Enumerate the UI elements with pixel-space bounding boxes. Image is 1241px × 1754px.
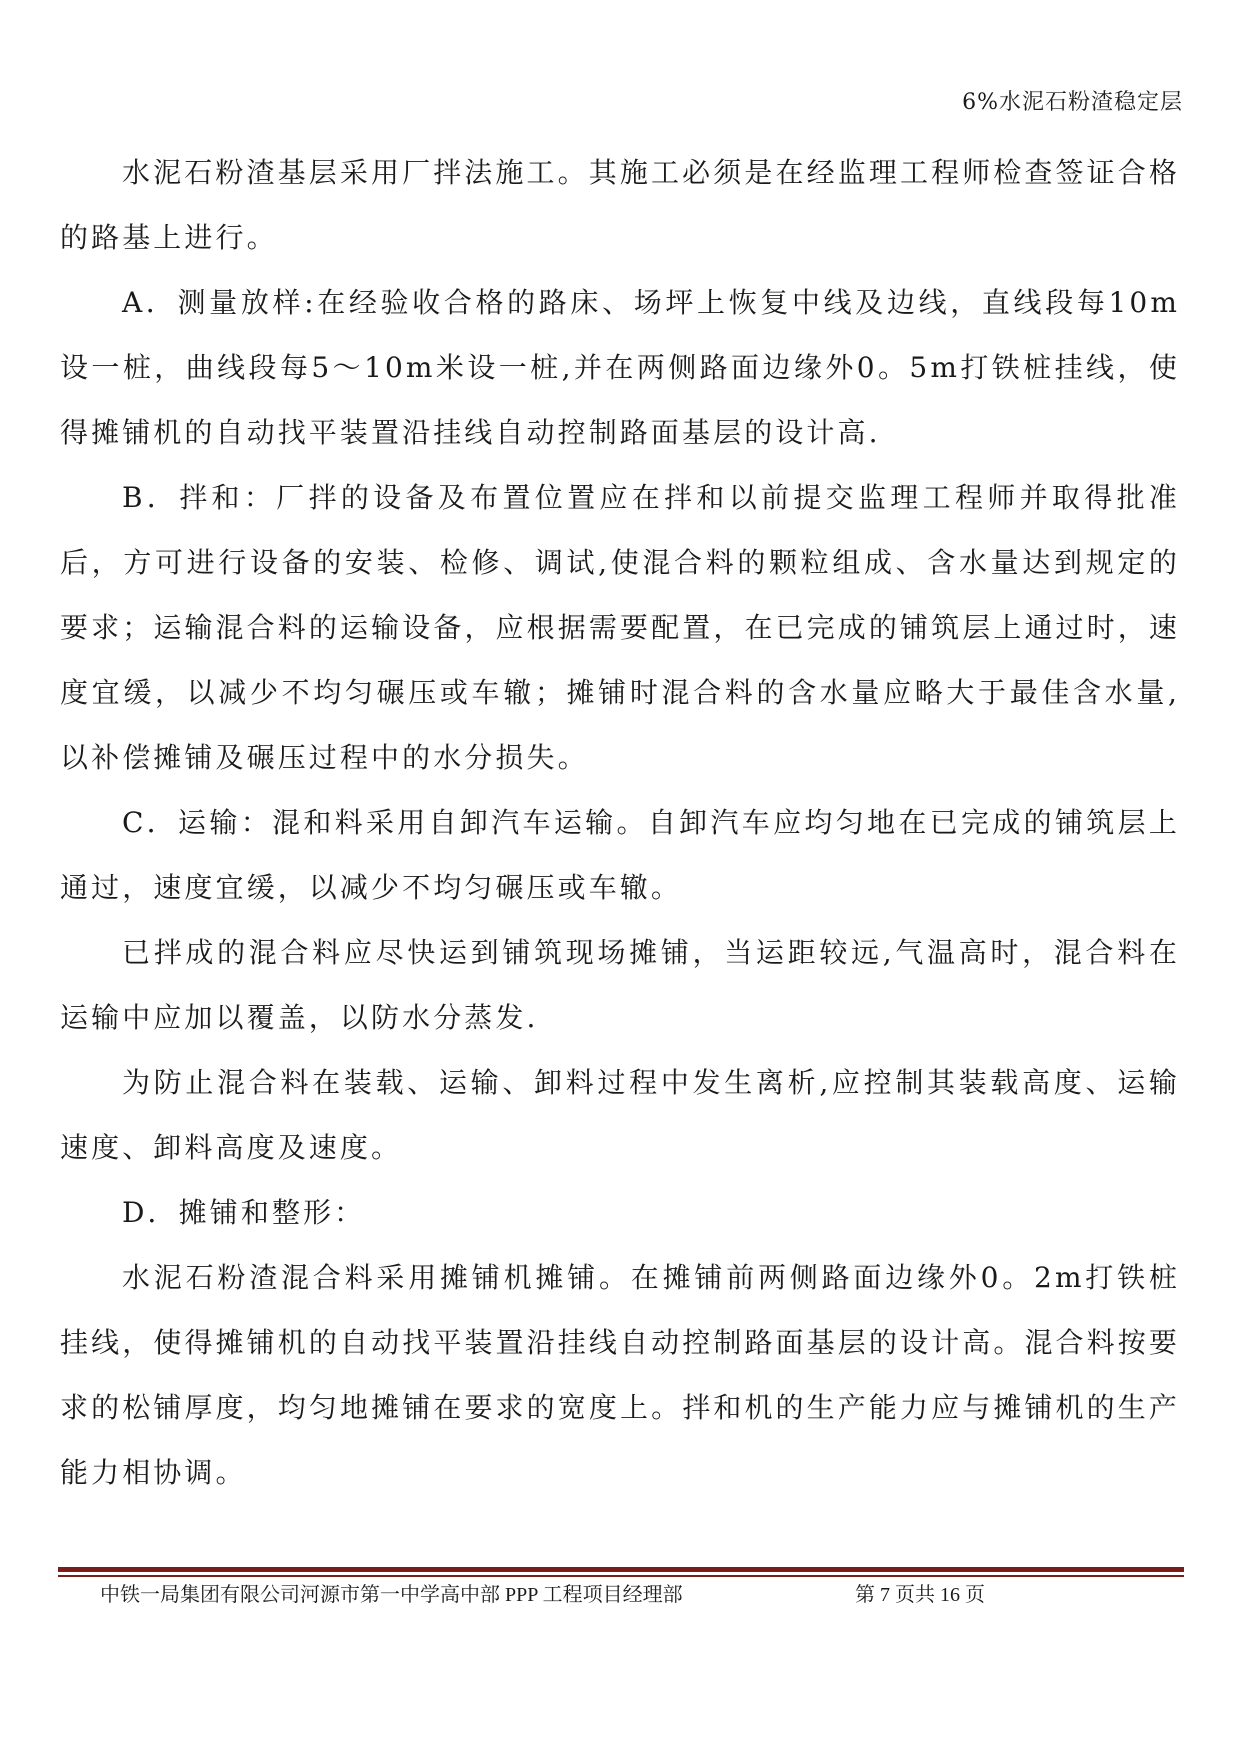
paragraph-c-transport: C．运输：混和料采用自卸汽车运输。自卸汽车应均匀地在已完成的铺筑层上通过，速度宜缓，以减少不均匀碾压或车辙。 (60, 806, 1180, 904)
footer-divider-thick (58, 1567, 1184, 1572)
page-header: 6%水泥石粉渣稳定层 (962, 90, 1183, 115)
paragraph-segregation: 为防止混合料在装载、运输、卸料过程中发生离析,应控制其装载高度、运输速度、卸料高度及速度。 (60, 1066, 1180, 1164)
paragraph-b-mixing: B．拌和：厂拌的设备及布置位置应在拌和以前提交监理工程师并取得批准后，方可进行设备的安装、检修、调试,使混合料的颗粒组成、含水量达到规定的要求；运输混合料的运输设备，应根据需要配置，在已完成的铺筑层上通过时，速度宜缓，以减少不均匀碾压或车辙；摊铺时混合料的含水量应略大于最佳含水量,以补偿摊铺及碾压过程中的水分损失。 (60, 481, 1180, 774)
page-footer (100, 1580, 985, 1610)
document-body (60, 140, 1180, 1505)
paragraph-transport-cover: 已拌成的混合料应尽快运到铺筑现场摊铺，当运距较远,气温高时，混合料在运输中应加以覆盖，以防水分蒸发. (60, 936, 1180, 1034)
page-number: 第 7 页共 16 页 (855, 1584, 985, 1606)
footer-divider-thin (58, 1575, 1184, 1577)
footer-organization: 中铁一局集团有限公司河源市第一中学高中部 PPP 工程项目经理部 (100, 1584, 683, 1606)
paragraph-d-heading: D．摊铺和整形： (122, 1196, 366, 1229)
paragraph-paving: 水泥石粉渣混合料采用摊铺机摊铺。在摊铺前两侧路面边缘外0。2m打铁桩挂线，使得摊铺机的自动找平装置沿挂线自动控制路面基层的设计高。混合料按要求的松铺厚度，均匀地摊铺在要求的宽度上。拌和机的生产能力应与摊铺机的生产能力相协调。 (60, 1261, 1180, 1489)
paragraph-intro: 水泥石粉渣基层采用厂拌法施工。其施工必须是在经监理工程师检查签证合格的路基上进行。 (60, 156, 1180, 254)
paragraph-a-survey: A．测量放样:在经验收合格的路床、场坪上恢复中线及边线，直线段每10m设一桩，曲线段每5～10m米设一桩,并在两侧路面边缘外0。5m打铁桩挂线，使得摊铺机的自动找平装置沿挂线自动控制路面基层的设计高. (60, 286, 1180, 449)
